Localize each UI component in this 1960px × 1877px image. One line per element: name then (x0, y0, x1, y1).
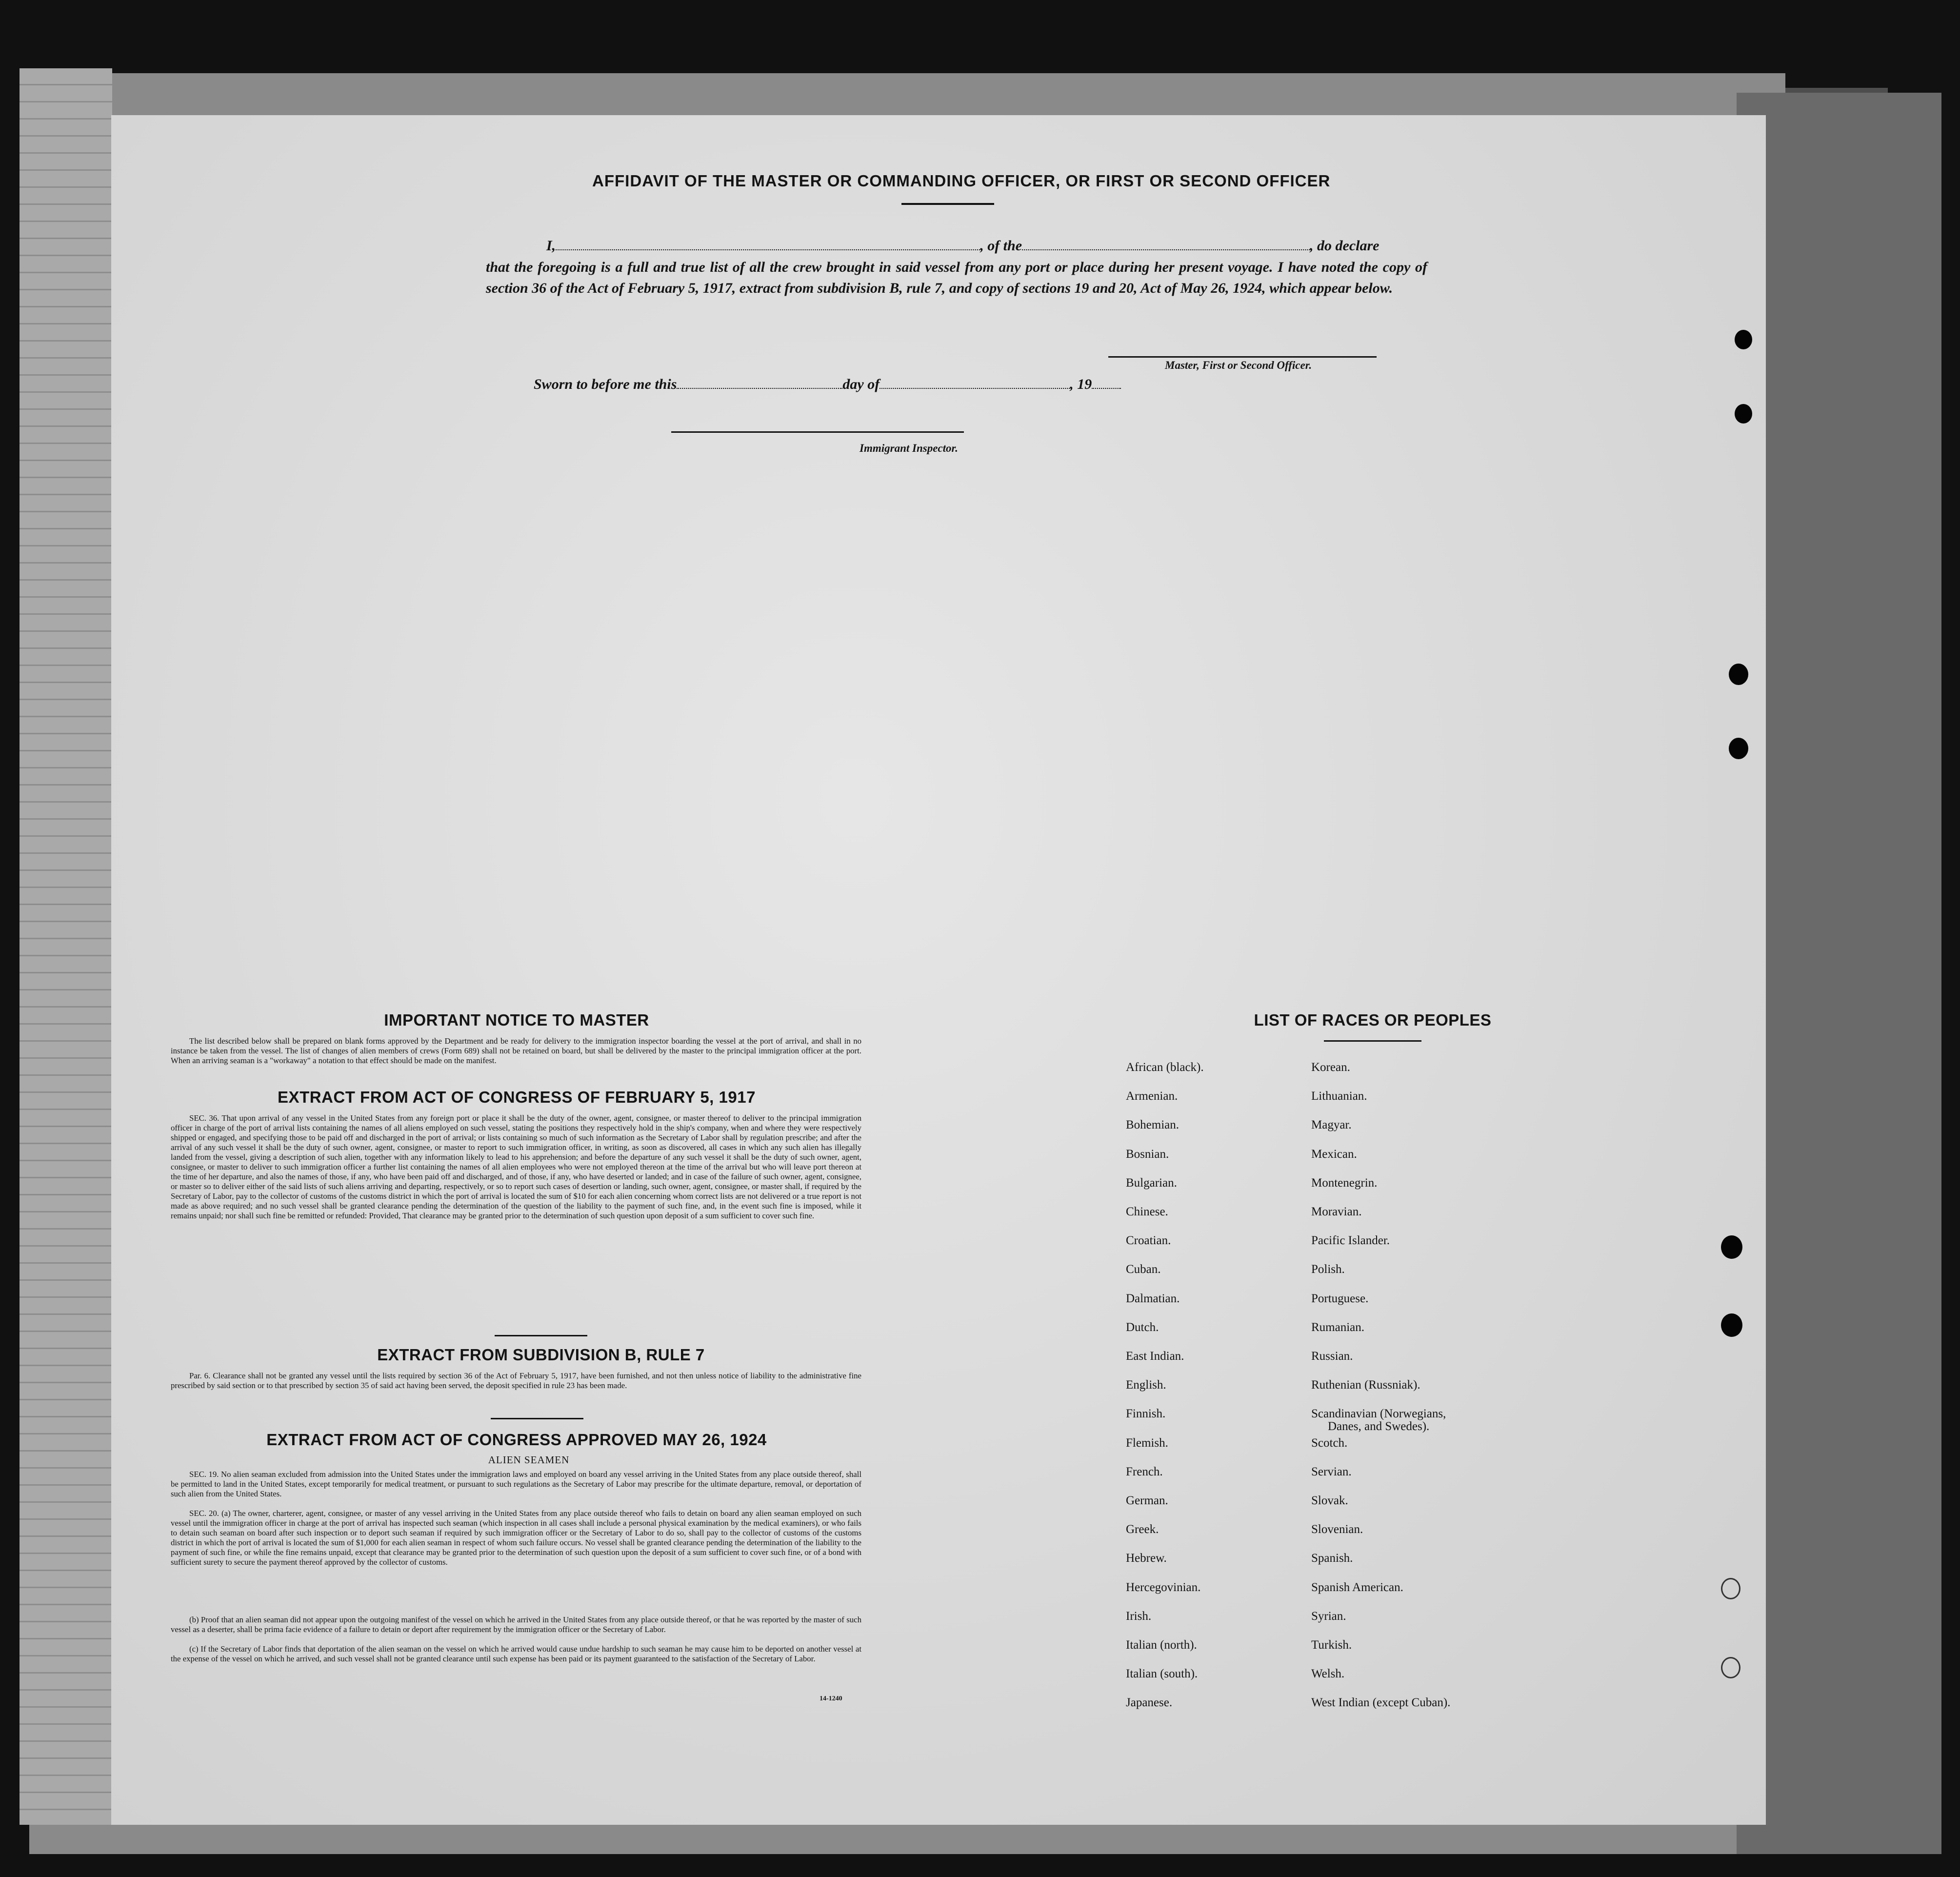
extract-rule7-title: EXTRACT FROM SUBDIVISION B, RULE 7 (377, 1346, 705, 1364)
race-item: English. (1126, 1378, 1166, 1392)
year-label: , 19 (1070, 376, 1092, 392)
extract-1917-title: EXTRACT FROM ACT OF CONGRESS OF FEBRUARY 5, 1917 (278, 1088, 756, 1106)
alien-seamen-heading: ALIEN SEAMEN (488, 1454, 570, 1466)
race-item: French. (1126, 1465, 1163, 1478)
do-declare-label: , do declare (1310, 238, 1380, 254)
race-item: Ruthenian (Russniak). (1311, 1378, 1420, 1392)
punch-hole (1735, 330, 1752, 349)
race-item: Dalmatian. (1126, 1292, 1180, 1305)
race-item: Magyar. (1311, 1118, 1352, 1132)
race-item: Italian (south). (1126, 1667, 1198, 1681)
affidavit-body: that the foregoing is a full and true list of all the crew brought in said vessel from any port or place during her present voyage. I have noted the copy of section 36 of the Act of February 5, 1917, extract from subdivision B, rule 7, and copy of sections 19 and 20, Act of May 26, 1924, which appear below. (486, 259, 1427, 296)
race-item: Chinese. (1126, 1205, 1168, 1218)
extract-1924-sec20c: (c) If the Secretary of Labor finds that deportation of the alien seaman on the vessel on which he arrived would cause undue hardship to such seaman he may cause him to be deported on another vessel at the expense of the vessel on which he arrived, and such vessel shall not be granted clearance until such expense has been paid or its payment guaranteed to the satisfaction of the Secretary of Labor. (171, 1644, 861, 1663)
of-the-label: , of the (980, 238, 1022, 254)
vessel-field[interactable] (1022, 238, 1310, 250)
underlying-page-right (1737, 93, 1941, 1854)
section-divider (495, 1335, 587, 1336)
notice-text: The list described below shall be prepared on blank forms approved by the Department and be ready for delivery to the immigration inspector boarding the vessel at the port of arrival, and shall in no instance be taken from the vessel. The list of changes of alien members of crews (Form 689) shall not be retained on board, but shall be delivered by the master to the principal immigration officer at the port. When an arriving seaman is a "workaway" a notation to that effect should be made on the manifest. (171, 1036, 861, 1065)
ruled-paper-edge (20, 68, 112, 1825)
sworn-line (534, 374, 1314, 395)
declare-i: I, (546, 238, 556, 254)
race-item: Hebrew. (1126, 1552, 1167, 1565)
punch-hole (1721, 1235, 1742, 1259)
affidavit-line1 (535, 235, 1476, 256)
race-item: Rumanian. (1311, 1320, 1365, 1334)
race-item: Mexican. (1311, 1147, 1357, 1161)
race-item: Polish. (1311, 1263, 1345, 1276)
race-item: African (black). (1126, 1061, 1204, 1074)
race-item: Hercegovinian. (1126, 1580, 1201, 1594)
race-item: Spanish. (1311, 1552, 1353, 1565)
race-item: Spanish American. (1311, 1580, 1403, 1594)
race-item: Slovak. (1311, 1494, 1348, 1507)
name-field[interactable] (556, 238, 980, 250)
sworn-day-field[interactable] (677, 376, 842, 389)
form-number: 14-1240 (820, 1695, 842, 1702)
extract-1924-title: EXTRACT FROM ACT OF CONGRESS APPROVED MAY 26, 1924 (266, 1431, 767, 1449)
affidavit-title: AFFIDAVIT OF THE MASTER OR COMMANDING OFFICER, OR FIRST OR SECOND OFFICER (592, 172, 1331, 190)
sworn-label: Sworn to before me this (534, 376, 677, 392)
punch-hole (1721, 1313, 1742, 1337)
race-item: Armenian. (1126, 1090, 1178, 1103)
race-item: East Indian. (1126, 1350, 1184, 1363)
race-item: Dutch. (1126, 1320, 1159, 1334)
race-item: Scotch. (1311, 1436, 1348, 1450)
race-item: Bulgarian. (1126, 1176, 1177, 1190)
race-item: Bosnian. (1126, 1147, 1169, 1161)
punch-hole (1721, 1578, 1740, 1599)
race-item: Croatian. (1126, 1234, 1171, 1248)
punch-hole (1721, 1657, 1740, 1678)
race-item: Servian. (1311, 1465, 1352, 1478)
race-item: Portuguese. (1311, 1292, 1369, 1305)
race-item: Italian (north). (1126, 1638, 1197, 1652)
race-item: Scandinavian (Norwegians, (1311, 1407, 1446, 1421)
race-item: Flemish. (1126, 1436, 1168, 1450)
race-item: Montenegrin. (1311, 1176, 1378, 1190)
race-item: Danes, and Swedes). (1328, 1420, 1430, 1433)
notice-title: IMPORTANT NOTICE TO MASTER (384, 1011, 649, 1029)
race-item: Korean. (1311, 1061, 1350, 1074)
races-rule (1324, 1040, 1421, 1042)
inspector-caption: Immigrant Inspector. (860, 442, 958, 454)
race-item: Lithuanian. (1311, 1090, 1367, 1103)
race-item: West Indian (except Cuban). (1311, 1696, 1451, 1710)
race-item: Welsh. (1311, 1667, 1345, 1681)
race-item: Turkish. (1311, 1638, 1352, 1652)
race-item: Irish. (1126, 1609, 1152, 1623)
title-rule (901, 203, 994, 205)
sworn-year-field[interactable] (1092, 376, 1121, 389)
master-caption: Master, First or Second Officer. (1165, 359, 1312, 371)
section-divider (491, 1418, 583, 1419)
extract-1924-sec20a: SEC. 20. (a) The owner, charterer, agent, consignee, or master of any vessel arriving in the United States from any place outside thereof who fails to detain on board any alien seaman employed on such vessel until the immigration officer in charge at the port of arrival has inspected such seaman (which inspection in all cases shall include a personal physical examination by the medical examiners), or who fails to detain such seaman on board after such inspection or to deport such seaman if required by such immigration officer or the Secretary of Labor to do so, shall pay to the collector of customs of the customs district in which the port of arrival is located the sum of $1,000 for each alien seaman in respect of whom such failure occurs. No vessel shall be granted clearance pending the determination of the liability to the payment of such fine, or while the fine remains unpaid, except that clearance may be granted prior to the determination of such question upon the deposit of a sum sufficient to cover such fine, or of a bond with sufficient surety to secure the payment thereof approved by the collector of customs. (171, 1509, 861, 1567)
day-of-label: day of (842, 376, 880, 392)
sworn-month-field[interactable] (880, 376, 1070, 389)
extract-rule7-text: Par. 6. Clearance shall not be granted any vessel until the lists required by section 36 of the Act of February 5, 1917, have been furnished, and not then unless notice of liability to the administrative fine prescribed by said section or to that prescribed by section 35 of said act having been served, the deposit specified in rule 23 has been made. (171, 1371, 861, 1390)
punch-hole (1729, 738, 1748, 759)
race-item: Russian. (1311, 1350, 1353, 1363)
inspector-signature-line[interactable] (671, 431, 964, 433)
race-item: Cuban. (1126, 1263, 1161, 1276)
race-item: Pacific Islander. (1311, 1234, 1390, 1248)
race-item: Bohemian. (1126, 1118, 1180, 1132)
race-item: Slovenian. (1311, 1523, 1363, 1536)
race-item: Japanese. (1126, 1696, 1173, 1710)
races-title: LIST OF RACES OR PEOPLES (1254, 1011, 1492, 1029)
document-sheet (111, 115, 1766, 1825)
extract-1924-sec19: SEC. 19. No alien seaman excluded from admission into the United States under the immigration laws and employed on board any vessel arriving in the United States from any place outside thereof, shall be permitted to land in the United States, except temporarily for medical treatment, or pursuant to such regulations as the Secretary of Labor may prescribe for the ultimate departure, removal, or deportation of such alien from the United States. (171, 1470, 861, 1498)
race-item: Moravian. (1311, 1205, 1362, 1218)
race-item: German. (1126, 1494, 1168, 1507)
race-item: Syrian. (1311, 1609, 1346, 1623)
extract-1924-sec20b: (b) Proof that an alien seaman did not appear upon the outgoing manifest of the vessel on which he arrived in the United States from any place outside thereof, or that he was reported by the master of such vessel as a deserter, shall be prima facie evidence of a failure to detain or deport after requirement by the immigration officer or the Secretary of Labor. (171, 1615, 861, 1634)
race-item: Finnish. (1126, 1407, 1166, 1421)
extract-1917-text: SEC. 36. That upon arrival of any vessel in the United States from any foreign port or place it shall be the duty of the owner, agent, consignee, or master thereof to deliver to the principal immigration officer in charge of the port of arrival lists containing the names of all aliens employed on such vessel, stating the positions they respectively hold in the ship's company, when and where they were respectively shipped or engaged, and specifying those to be paid off and discharged in the port of arrival; or lists containing so much of such information as the Secretary of Labor shall by regulation prescribe; and after the arrival of any such vessel it shall be the duty of such owner, agent, consignee, or master to report to such immigration officer, in writing, as soon as discovered, all cases in which any such alien has illegally landed from the vessel, giving a description of such alien, together with any information likely to lead to his apprehension; and before the departure of any such vessel it shall be the duty of such owner, agent, consignee, or master to deliver to such immigration officer a further list containing the names of all alien employees who were not employed thereon at the time of the arrival but who will leave port thereon at the time of her departure, and also the names of those, if any, who have been paid off and discharged, and of those, if any, who have deserted or landed; and in case of the failure of such owner, agent, consignee, or master so to deliver either of the said lists of such aliens arriving and departing, respectively, or so to report such cases of desertion or landing, such owner, agent, consignee, or master shall, if required by the Secretary of Labor, pay to the collector of customs of the customs district in which the port of arrival is located the sum of $10 for each alien concerning whom correct lists are not delivered or a true report is not made as above required; and no such vessel shall be granted clearance pending the determination of the question of the liability to the payment of such fine, and, in the event such fine is imposed, while it remains unpaid; nor shall such fine be remitted or refunded: Provided, That clearance may be granted prior to the determination of such question upon deposit of a sum sufficient to cover such fine. (171, 1113, 861, 1220)
punch-hole (1729, 664, 1748, 685)
master-signature-line[interactable] (1108, 356, 1377, 358)
punch-hole (1735, 404, 1752, 424)
race-item: Greek. (1126, 1523, 1159, 1536)
